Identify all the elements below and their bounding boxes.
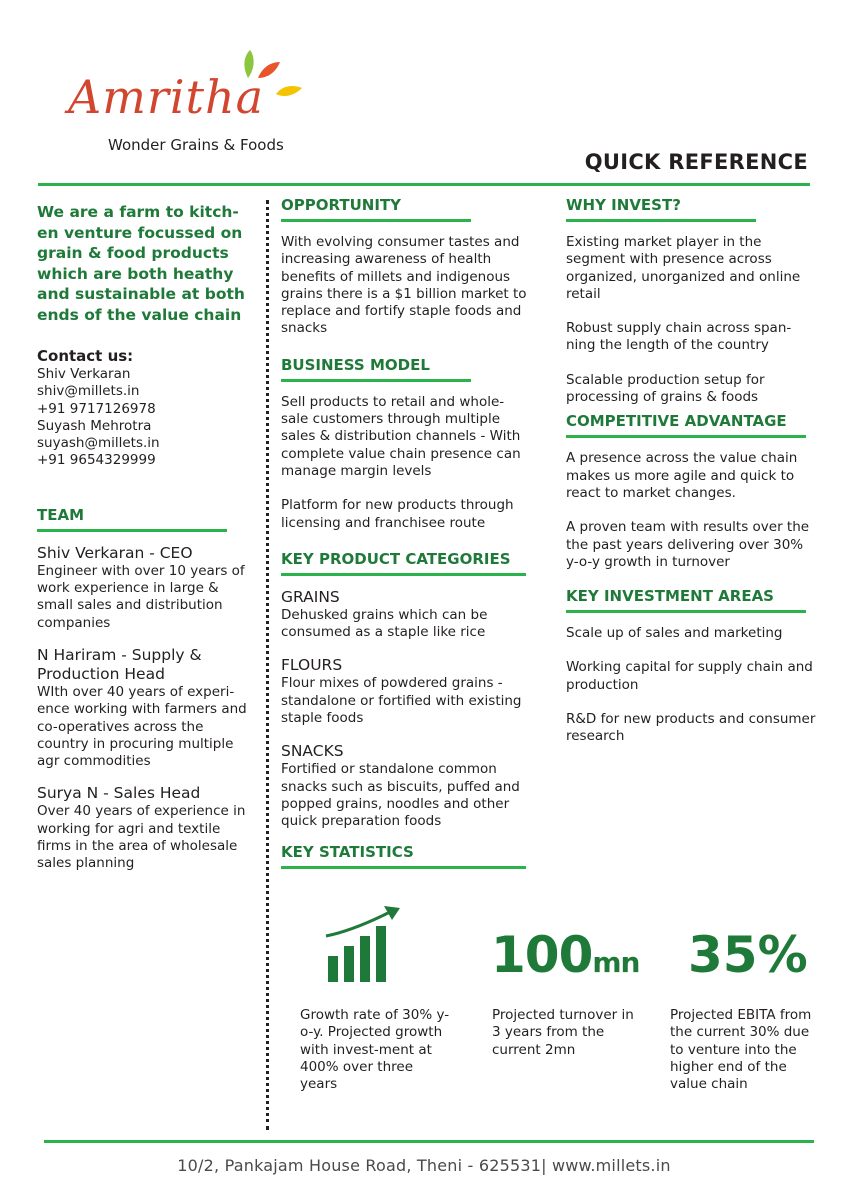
business-model-text: Sell products to retail and whole-sale customers through multiple sales & distribution channels - With complete value chain presence can manage margin levels xyxy=(281,393,521,479)
contact-phone[interactable]: +91 9654329999 xyxy=(37,452,156,469)
intro-statement: We are a farm to kitch-en venture focussed on grain & food products which are both heathy and sustainable at both ends of the value chain xyxy=(37,203,245,324)
team-member-desc: Over 40 years of experience in working for agri and textile firms in the area of wholesale sales planning xyxy=(37,803,246,872)
competitive-text: A proven team with results over the the past years delivering over 30% y-o-y growth in turnover xyxy=(566,519,810,570)
turnover-unit: mn xyxy=(592,946,640,979)
category-name: SNACKS xyxy=(281,742,344,761)
investment-area-text: R&D for new products and consumer research xyxy=(566,711,816,745)
why-invest-text: Scalable production setup for processing of grains & foods xyxy=(566,371,765,406)
opportunity-text: With evolving consumer tastes and increasing awareness of health benefits of millets and indigenous grains there is a $1 billion market to replace and fortify staple foods and snacks xyxy=(281,234,527,337)
growth-chart-icon xyxy=(322,906,404,986)
left-column xyxy=(37,196,257,873)
category-name: GRAINS xyxy=(281,587,340,606)
category-desc: Fortified or standalone common snacks such as biscuits, puffed and popped grains, noodles and other quick preparation foods xyxy=(281,761,520,830)
turnover-value: 100 xyxy=(491,926,593,984)
category-item xyxy=(281,656,531,727)
category-item xyxy=(281,588,531,642)
contact-details xyxy=(37,366,257,470)
contact-email[interactable]: shiv@millets.in xyxy=(37,383,140,400)
team-member xyxy=(37,784,257,872)
column-divider xyxy=(266,200,269,1130)
turnover-stat xyxy=(491,926,639,984)
categories-title: KEY PRODUCT CATEGORIES xyxy=(281,550,526,576)
contact-name: Suyash Mehrotra xyxy=(37,417,152,434)
competitive-title: COMPETITIVE ADVANTAGE xyxy=(566,412,806,438)
why-invest-text: Existing market player in the segment with presence across organized, unorganized and online retail xyxy=(566,234,801,302)
statistics-title: KEY STATISTICS xyxy=(281,843,526,869)
turnover-caption: Projected turnover in 3 years from the current 2mn xyxy=(492,1007,634,1058)
team-member xyxy=(37,646,257,770)
team-member-desc: Engineer with over 10 years of work experience in large & small sales and distribution companies xyxy=(37,562,245,631)
right-column xyxy=(566,196,816,746)
category-name: FLOURS xyxy=(281,656,343,675)
why-invest-text: Robust supply chain across span-ning the length of the country xyxy=(566,320,792,354)
team-title: TEAM xyxy=(37,506,227,532)
quick-reference-title: QUICK REFERENCE xyxy=(584,150,808,174)
logo-tagline: Wonder Grains & Foods xyxy=(108,136,284,154)
contact-phone[interactable]: +91 9717126978 xyxy=(37,400,156,417)
footer-address: 10/2, Pankajam House Road, Theni - 625531| www.millets.in xyxy=(177,1156,671,1175)
ebita-value: 35% xyxy=(688,926,808,984)
contact-name: Shiv Verkaran xyxy=(37,366,131,382)
brand-logo xyxy=(62,48,322,158)
logo-wordmark: Amritha xyxy=(68,70,265,124)
category-item xyxy=(281,742,531,830)
investment-areas-title: KEY INVESTMENT AREAS xyxy=(566,587,806,613)
competitive-text: A presence across the value chain makes us more agile and quick to react to market changes. xyxy=(566,450,798,501)
growth-caption: Growth rate of 30% y-o-y. Projected growth with invest-ment at 400% over three years xyxy=(300,1007,450,1093)
investment-area-text: Working capital for supply chain and production xyxy=(566,659,813,693)
top-divider xyxy=(38,183,810,186)
team-member-name: Surya N - Sales Head xyxy=(37,784,201,803)
investment-area-text: Scale up of sales and marketing xyxy=(566,625,783,642)
opportunity-title: OPPORTUNITY xyxy=(281,196,471,222)
category-desc: Flour mixes of powdered grains - standalone or fortified with existing staple foods xyxy=(281,675,522,727)
team-member-name: N Hariram - Supply & Production Head xyxy=(37,645,202,683)
team-member-name: Shiv Verkaran - CEO xyxy=(37,543,193,562)
middle-column xyxy=(281,196,531,881)
team-member-desc: WIth over 40 years of experi-ence working with farmers and co-operatives across the country in procuring multiple agr commodities xyxy=(37,683,247,770)
bottom-divider xyxy=(44,1140,814,1143)
category-desc: Dehusked grains which can be consumed as a staple like rice xyxy=(281,606,488,641)
why-invest-title: WHY INVEST? xyxy=(566,196,756,222)
business-model-title: BUSINESS MODEL xyxy=(281,356,471,382)
business-model-text: Platform for new products through licensing and franchisee route xyxy=(281,497,514,531)
team-member xyxy=(37,544,257,632)
contact-email[interactable]: suyash@millets.in xyxy=(37,435,160,452)
ebita-caption: Projected EBITA from the current 30% due to venture into the higher end of the value chain xyxy=(670,1007,812,1093)
contact-title: Contact us: xyxy=(37,347,134,365)
